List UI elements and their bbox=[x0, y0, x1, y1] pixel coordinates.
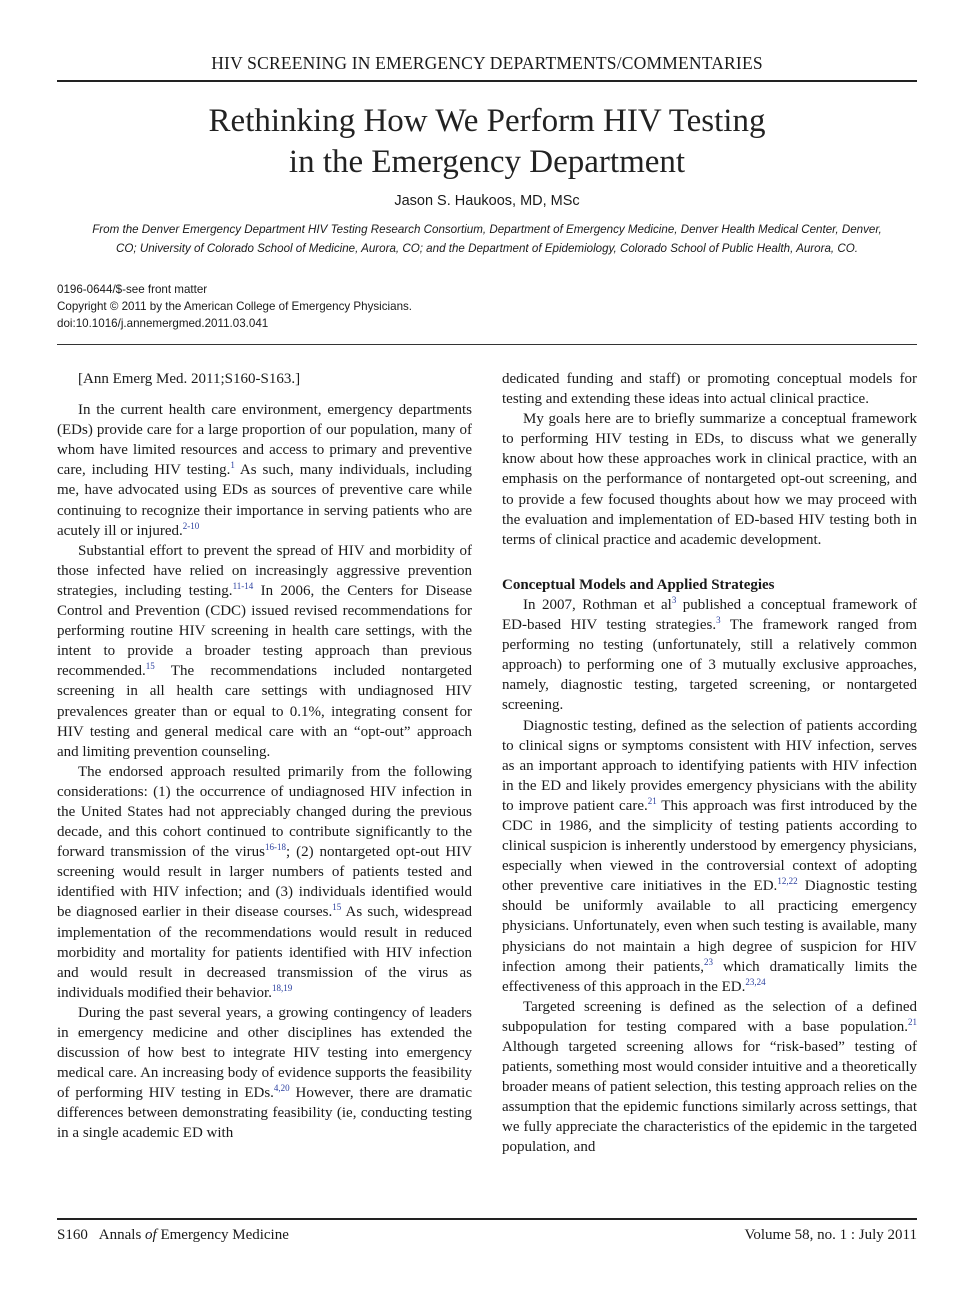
left-column bbox=[57, 369, 472, 1144]
paragraph-4-tail: dedicated funding and staff) or promoting conceptual models for testing and extending these ideas into actual clinical practice. bbox=[502, 371, 917, 408]
reference-link[interactable]: 3 bbox=[716, 615, 721, 626]
meta-rule bbox=[57, 344, 917, 345]
affiliation-line-1: From the Denver Emergency Department HIV Testing Research Consortium, Department of Emergency Medicine, Denver Health Medical Center, Denver, bbox=[92, 223, 882, 236]
reference-link[interactable]: 12,22 bbox=[777, 876, 798, 887]
affiliation bbox=[57, 220, 917, 258]
article-meta bbox=[57, 281, 412, 332]
reference-link[interactable]: 4,20 bbox=[273, 1083, 290, 1094]
citation-line: [Ann Emerg Med. 2011;S160-S163.] bbox=[78, 371, 301, 387]
paragraph-4-continued: However, there are dramatic differences between demonstrating feasibility (ie, conducting testing in a single academic ED with bbox=[57, 1085, 472, 1142]
doi: doi:10.1016/j.annemergmed.2011.03.041 bbox=[57, 317, 269, 330]
reference-link[interactable]: 21 bbox=[647, 795, 657, 806]
section-header: HIV SCREENING IN EMERGENCY DEPARTMENTS/COMMENTARIES bbox=[211, 53, 763, 73]
reference-link[interactable]: 23,24 bbox=[745, 976, 766, 987]
paragraph-4: During the past several years, a growing contingency of leaders in emergency medicine and other disciplines has extended the discussion of how best to integrate HIV testing into emergency medical care. An increasing body of evidence supports the feasibility of performing HIV testing in EDs.$^{4,20}$ However, there are dramatic differences between demonstrating feasibility (ie, conducting testing in a single academic ED with bbox=[57, 1004, 472, 1142]
reference-link[interactable]: 15 bbox=[332, 902, 342, 913]
footer-rule bbox=[57, 1218, 917, 1220]
paragraph-7: Diagnostic testing, defined as the selection of patients according to clinical signs or symptoms consistent with HIV infection, serves as an important approach to identifying patients with HIV infection in the ED and likely provides emergency physicians with the ability to improve patient care.$^{21}$ This approach was first introduced by the CDC in 1986, and the simplicity of testing patients according to clinical suspicion is inherently understood by emergency physicians, especially when viewed in the controversial context of adopting other preventive care initiatives in the ED.$^{12,22}$ Diagnostic testing should be uniformly available to all practicing emergency physicians. Unfortunately, even when such testing is available, many physicians do not maintain a high degree of suspicion for HIV infection among their patients,$^{23}$ which dramatically limits the effectiveness of this approach in the ED.$^{23,24}$ bbox=[502, 717, 918, 995]
paragraph-6: In 2007, Rothman et al$^3$ published a conceptual framework of ED-based HIV testing strategies.$^3$ The framework ranged from performing no testing (unfortunately, still a relatively common approach) to performing one of 3 mutually exclusive approaches, namely, diagnostic testing, targeted screening, or nontargeted screening. bbox=[502, 594, 917, 714]
paragraph-3: The endorsed approach resulted primarily from the following considerations: (1) the occurrence of undiagnosed HIV infection in the United States had not appreciably changed during the previous decade, and this cohort continued to contribute significantly to the forward transmission of the virus$^{16-18}$; (2) nontargeted opt-out HIV screening would result in larger numbers of patients tested and identified with HIV infection; and (3) individuals identified would be diagnosed earlier in their disease courses.$^{15}$ As such, widespread implementation of the recommendations would result in reduced morbidity and mortality for patients identified with HIV infection and would result in decreased transmission of the virus as individuals modified their behavior.$^{18,19}$ bbox=[57, 763, 472, 1001]
header-rule bbox=[57, 80, 917, 82]
right-column bbox=[502, 369, 917, 1158]
footer-left bbox=[57, 1227, 289, 1244]
reference-link[interactable]: 1 bbox=[230, 460, 235, 471]
reference-link[interactable]: 2-10 bbox=[182, 520, 200, 531]
paragraph-2: Substantial effort to prevent the spread of HIV and morbidity of those infected have relied on increasingly aggressive prevention strategies, including testing.$^{11-14}$ In 2006, the Centers for Disease Control and Prevention (CDC) issued revised recommendations for performing routine HIV screening in health care settings, with the intent to provide a broader testing approach than previous recommended.$^{15}$ The recommendations included nontargeted screening in all health care settings with undiagnosed HIV prevalences greater than or equal to 0.1%, integrating consent for HIV testing and general medical care with an “opt-out” approach and limiting prevention counseling. bbox=[57, 542, 473, 760]
affiliation-line-2: CO; University of Colorado School of Medicine, Aurora, CO; and the Department of Epidemiology, Colorado School of Public Health, Aurora, CO. bbox=[116, 242, 858, 255]
title-line-1: Rethinking How We Perform HIV Testing bbox=[208, 103, 766, 139]
copyright: Copyright © 2011 by the American College of Emergency Physicians. bbox=[57, 300, 413, 313]
issn: 0196-0644/$-see front matter bbox=[57, 283, 208, 296]
page-number: S160 bbox=[57, 1227, 88, 1243]
paragraph-1: In the current health care environment, emergency departments (EDs) provide care for a large proportion of our population, many of whom have limited resources and access to primary and preventive care, including HIV testing.$^1$ As such, many individuals, including me, have advocated using EDs as sources of preventive care while continuing to recognize their importance in serving patients who are acutely ill or injured.$^{2-10}$ bbox=[57, 402, 472, 539]
reference-link[interactable]: 18,19 bbox=[271, 982, 293, 993]
volume-issue: Volume 58, no. 1 : July 2011 bbox=[744, 1227, 917, 1243]
article-title bbox=[57, 101, 917, 183]
paragraph-5: My goals here are to briefly summarize a conceptual framework to performing HIV testing in EDs, to discuss what we generally know about how these approaches work in clinical practice, with an emphasis on the performance of nontargeted opt-out screening, and to provide a few focused thoughts about how we may proceed with the evaluation and implementation of ED-based HIV testing both in terms of clinical practice and academic development. bbox=[502, 411, 917, 548]
reference-link[interactable]: 21 bbox=[908, 1016, 917, 1027]
reference-link[interactable]: 11-14 bbox=[232, 580, 254, 591]
section-heading: Conceptual Models and Applied Strategies bbox=[502, 576, 775, 593]
reference-link[interactable]: 16-18 bbox=[264, 842, 286, 853]
journal-name: Annals of Emergency Medicine bbox=[98, 1227, 289, 1243]
author-name: Jason S. Haukoos, MD, MSc bbox=[394, 193, 580, 209]
title-line-2: in the Emergency Department bbox=[288, 144, 686, 180]
reference-link[interactable]: 23 bbox=[703, 956, 713, 967]
reference-link[interactable]: 15 bbox=[145, 661, 155, 672]
reference-link[interactable]: 3 bbox=[671, 594, 677, 605]
paragraph-8: Targeted screening is defined as the selection of a defined subpopulation for testing compared with a base population.$^{21}$ Although targeted screening allows for “risk-based” testing of patients, something most would consider intuitive and a theoretically broader means of patient selection, this testing approach relies on the assumption that the epidemic functions similarly across settings, that we fully appreciate the characteristics of the epidemic in the targeted population, and bbox=[502, 998, 917, 1156]
